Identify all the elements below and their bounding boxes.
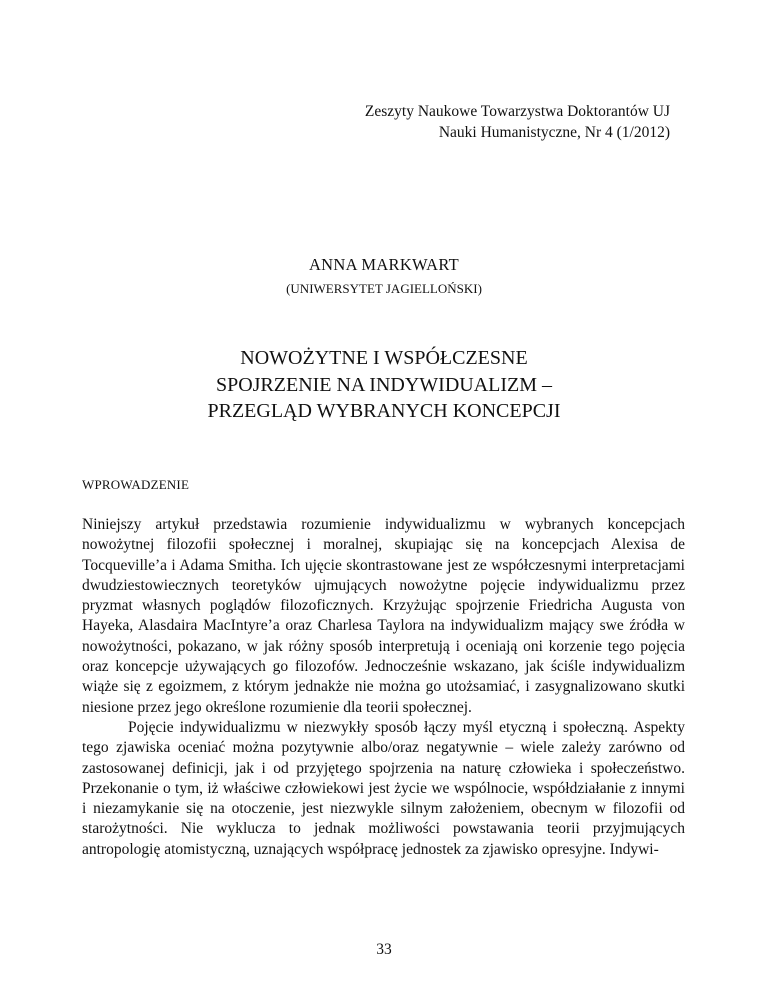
journal-header [270,101,670,143]
journal-title: Zeszyty Naukowe Towarzystwa Doktorantów UJ [364,103,670,120]
author-name: ANNA MARKWART [308,255,460,274]
author-affiliation: (UNIWERSYTET JAGIELLOŃSKI) [286,281,482,296]
article-body [82,515,685,860]
journal-issue: Nauki Humanistyczne, Nr 4 (1/2012) [438,124,670,141]
article-title [0,345,768,425]
title-line-3: PRZEGLĄD WYBRANYCH KONCEPCJI [207,400,561,422]
title-line-1: NOWOŻYTNE I WSPÓŁCZESNE [240,347,528,369]
abstract-paragraph: Niniejszy artykuł przedstawia rozumienie indywidualizmu w wybranych koncepcjach nowożytnej filozofii społecznej i moralnej, skupiając się na koncepcjach Alexisa de Tocqueville’a i Adama Smitha. Ich ujęcie skontrastowane jest ze współczesnymi interpretacjami dwudziestowiecznych teoretyków ujmujących nowożytne pojęcie indywidualizmu przez pryzmat własnych poglądów filozoficznych. Krzyżując spojrzenie Friedricha Augusta von Hayeka, Alasdaira MacIntyre’a oraz Charlesa Taylora na indywidualizm mający swe źródła w nowożytności, pokazano, w jak różny sposób interpretują i oceniają oni korzenie tego pojęcia oraz koncepcje używających go filozofów. Jednocześnie wskazano, jak ściśle indywidualizm wiąże się z egoizmem, z którym jednakże nie można go utożsamiać, i zasygnalizowano skutki niesione przez jego określone rozumienie dla teorii społecznej. [82,516,685,716]
page-number: 33 [376,941,392,958]
body-paragraph: Pojęcie indywidualizmu w niezwykły sposób łączy myśl etyczną i społeczną. Aspekty tego zjawiska oceniać można pozytywnie albo/oraz negatywnie – wiele zależy zarówno od zastosowanej definicji, jak i od przyjętego spojrzenia na naturę człowieka i społeczeństwo. Przekonanie o tym, iż właściwe człowiekowi jest życie we wspólnocie, współdziałanie z innymi i niezamykanie się na otoczenie, jest niezwykle silnym założeniem, obecnym w filozofii od starożytności. Nie wyklucza to jednak możliwości powstawania teorii przyjmujących antropologię atomistyczną, uznających współpracę jednostek za zjawisko opresyjne. Indywi- [82,718,685,858]
section-heading: WPROWADZENIE [82,477,190,492]
title-line-2: SPOJRZENIE NA INDYWIDUALIZM – [215,373,553,396]
